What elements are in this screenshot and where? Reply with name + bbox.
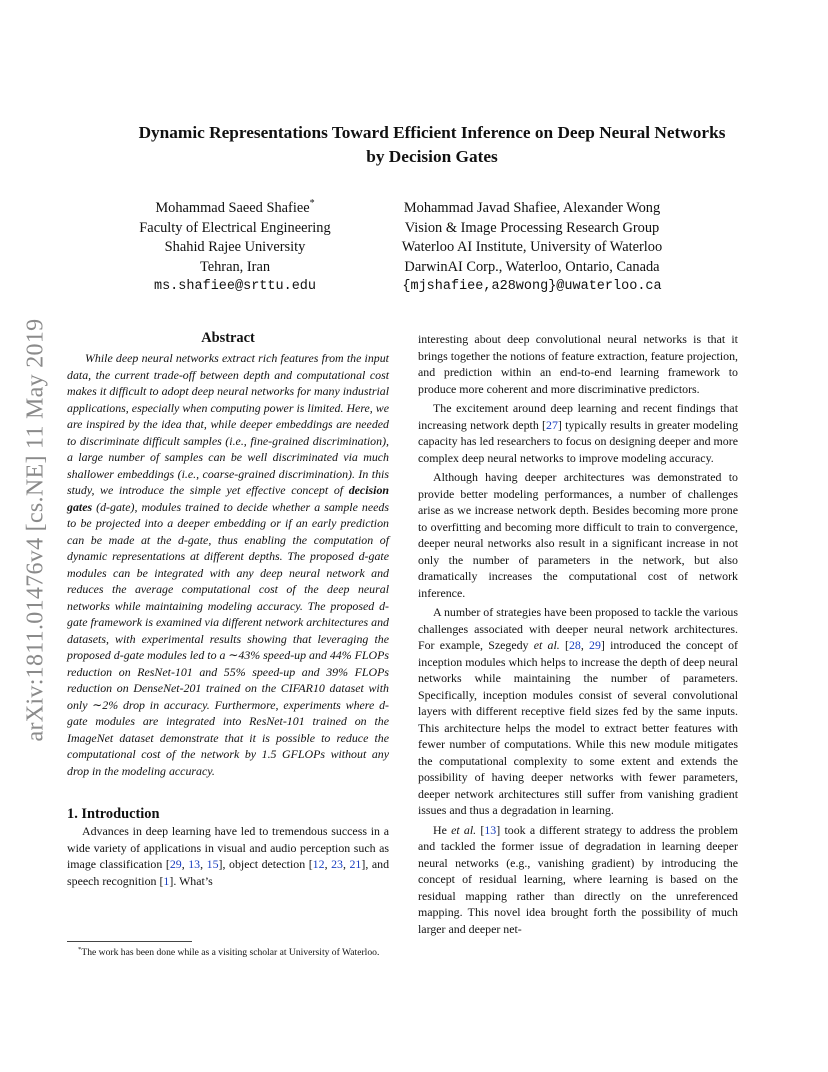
body-paragraph: He et al. [13] took a different strategy to address the problem and tackled the former issue of degradation in learning deeper neural networks (e.g., vanishing gradient) by introducing the concept of residual learning, where learning is based on the residual mapping rather than directly on the unreferenced mapping. This novel idea brought forth the possibility of much larger and deeper net- bbox=[418, 822, 738, 936]
author-1-affiliation-line: Shahid Rajee University bbox=[164, 239, 306, 255]
citation-link[interactable]: 23 bbox=[331, 857, 343, 871]
citation-link[interactable]: 21 bbox=[349, 857, 362, 871]
intro-paragraph: Advances in deep learning have led to tremendous success in a wide variety of applications in visual and audio perception such as image classification [29, 13, 15], object detection [12, 23, 21], and speech recognition [1]. What’s bbox=[67, 824, 390, 888]
body-paragraph: interesting about deep convolutional neural networks is that it brings together the notions of feature extraction, feature projection, and prediction within an end-to-end learning framework to produce more coherent and more discriminative predictors. bbox=[418, 332, 738, 396]
author-1-name: Mohammad Saeed Shafiee bbox=[155, 200, 310, 216]
author-block-2 bbox=[372, 199, 692, 297]
paper-title-line-2: by Decision Gates bbox=[366, 147, 498, 166]
author-2-affiliation-line: Waterloo AI Institute, University of Waterloo bbox=[401, 239, 663, 255]
left-column bbox=[67, 331, 389, 889]
author-2-email: {mjshafiee,a28wong}@uwaterloo.ca bbox=[402, 279, 662, 294]
abstract-keyword: decision gates bbox=[67, 483, 389, 514]
abstract-text: While deep neural networks extract rich features from the input data, the current trade-off between depth and computational cost makes it difficult to adopt deep neural networks for many industrial applications, especially when computing power is limited. Here, we are inspired by the idea that, while deeper embeddings are needed to discriminate difficult samples (i.e., fine-grained discrimination), a large number of samples can be well discriminated via much shallower embeddings (i.e., coarse-grained discrimination). In this study, we introduce the simple yet effective concept of decision gates (d-gate), modules trained to decide whether a sample needs to be projected into a deeper embedding or if an early prediction can be made at the d-gate, thus enabling the computation of dynamic representations at different depths. The proposed d-gate modules can be integrated with any deep neural network and reduces the average computational cost of the deep neural networks while maintaining modeling accuracy. The proposed d-gate framework is examined via different network architectures and datasets, with experimental results showing that leveraging the proposed d-gate modules led to a ∼43% speed-up and 44% FLOPs reduction on ResNet-101 and 55% speed-up and 39% FLOPs reduction on DenseNet-201 trained on the CIFAR10 dataset with only ∼2% drop in accuracy. Furthermore, experiments where d-gate modules are integrated into ResNet-101 trained on the ImageNet dataset demonstrate that it is possible to reduce the computational cost of the network by 1.5 GFLOPs without any drop in the modeling accuracy. bbox=[67, 351, 389, 778]
author-1-affiliation-line: Tehran, Iran bbox=[199, 258, 271, 275]
citation-link[interactable]: 13 bbox=[188, 857, 201, 871]
citation-link[interactable]: 29 bbox=[589, 638, 601, 652]
footnote-mark: * bbox=[78, 945, 82, 953]
footnote-text: The work has been done while as a visiting scholar at University of Waterloo. bbox=[81, 947, 380, 958]
author-2-names: Mohammad Javad Shafiee, Alexander Wong bbox=[403, 200, 661, 216]
abstract-heading: Abstract bbox=[201, 330, 255, 346]
citation-link[interactable]: 12 bbox=[312, 857, 325, 871]
section-heading-introduction: 1. Introduction bbox=[67, 806, 160, 822]
body-paragraph: A number of strategies have been proposed to tackle the various challenges associated with deeper neural network architectures. For example, Szegedy et al. [28, 29] introduced the concept of inception modules which helps to increase the depth of deep neural networks while maintaining the number of parameters. Specifically, inception modules consist of several convolutional layers with different receptive field sizes fed by the same inputs. This architecture helps the model to extract better features with fewer number of computations. While this new module mitigates the computational complexity to some extent and extends the possibility of having deeper networks with fewer parameters, deeper network architectures still suffer from vanishing gradient issues and thus a degradation in learning. bbox=[418, 605, 739, 817]
author-2-affiliation-line: Vision & Image Processing Research Group bbox=[404, 219, 660, 236]
footnote-divider bbox=[67, 941, 192, 942]
body-paragraph: Although having deeper architectures was demonstrated to provide better modeling performances, a number of challenges arise as we increase network depth. Besides becoming more prone to overfitting and becoming more difficult to train to convergence, deeper neural networks also result in a significant increase in not only the number of parameters in the network, but also dramatically increases the computational cost of network inference. bbox=[418, 470, 738, 600]
citation-link[interactable]: 1 bbox=[163, 873, 170, 888]
right-column bbox=[418, 331, 738, 937]
citation-link[interactable]: 15 bbox=[206, 857, 219, 871]
paper-title-line-1: Dynamic Representations Toward Efficient Inference on Deep Neural Networks bbox=[138, 123, 726, 142]
citation-link[interactable]: 29 bbox=[169, 857, 182, 871]
footnote bbox=[67, 947, 389, 959]
paper-title bbox=[60, 121, 804, 169]
citation-link[interactable]: 27 bbox=[546, 417, 558, 432]
author-block-1 bbox=[110, 199, 360, 297]
author-2-affiliation-line: DarwinAI Corp., Waterloo, Ontario, Canada bbox=[404, 258, 660, 275]
citation-link[interactable]: 28 bbox=[568, 638, 581, 652]
body-paragraph: The excitement around deep learning and recent findings that increasing network depth [27] typically results in greater modeling capacity has led researchers to focus on designing deeper and more complex deep neural networks to improve modeling accuracy. bbox=[418, 401, 739, 465]
author-1-affiliation-line: Faculty of Electrical Engineering bbox=[139, 219, 331, 236]
citation-link[interactable]: 13 bbox=[484, 822, 497, 837]
author-1-email: ms.shafiee@srttu.edu bbox=[153, 279, 317, 294]
author-1-footnote-mark: * bbox=[309, 198, 315, 210]
arxiv-identifier: arXiv:1811.01476v4 [cs.NE] 11 May 2019 bbox=[22, 318, 49, 742]
